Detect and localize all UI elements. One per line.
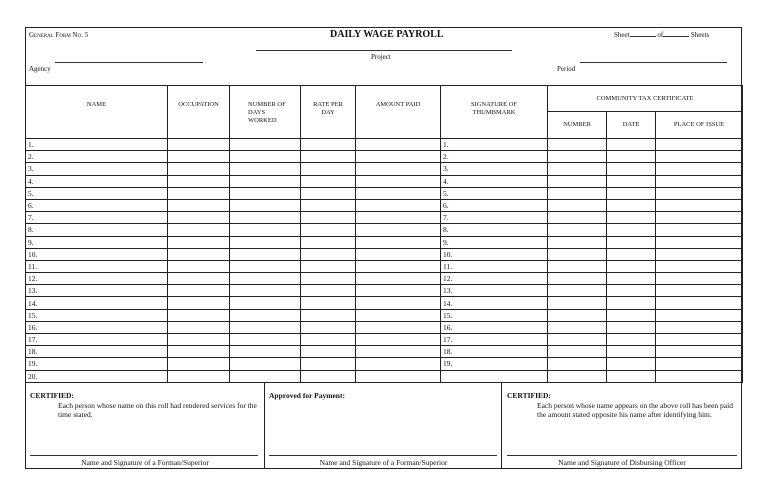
days-worked-cell[interactable]	[230, 212, 301, 224]
rate-cell[interactable]	[301, 199, 356, 211]
rate-cell[interactable]	[301, 297, 356, 309]
sheet-field[interactable]	[630, 36, 656, 37]
ctc-place-cell[interactable]	[656, 321, 743, 333]
amount-cell[interactable]	[356, 139, 441, 151]
rate-cell[interactable]	[301, 175, 356, 187]
table-row	[26, 334, 743, 346]
occupation-cell[interactable]	[168, 139, 230, 151]
signature-cell[interactable]: 9.	[441, 236, 548, 248]
ctc-number-cell[interactable]	[548, 224, 607, 236]
name-cell[interactable]: 4.	[26, 175, 168, 187]
sheet-label: Sheet	[614, 31, 630, 39]
ctc-date-cell[interactable]	[607, 199, 656, 211]
name-cell[interactable]: 12.	[26, 273, 168, 285]
name-cell[interactable]: 6.	[26, 199, 168, 211]
rate-cell[interactable]	[301, 236, 356, 248]
ctc-number-cell[interactable]	[548, 199, 607, 211]
occupation-cell[interactable]	[168, 236, 230, 248]
ctc-date-cell[interactable]	[607, 309, 656, 321]
amount-cell[interactable]	[356, 236, 441, 248]
amount-cell[interactable]	[356, 199, 441, 211]
certified-right-signature-line[interactable]	[507, 455, 737, 456]
ctc-number-cell[interactable]	[548, 321, 607, 333]
table-row	[26, 236, 743, 248]
days-worked-cell[interactable]	[230, 370, 301, 382]
col-rate: RATE PER DAY	[301, 86, 356, 139]
amount-cell[interactable]	[356, 187, 441, 199]
col-ctc-place: PLACE OF ISSUE	[656, 112, 743, 139]
amount-cell[interactable]	[356, 151, 441, 163]
days-worked-cell[interactable]	[230, 334, 301, 346]
ctc-date-cell[interactable]	[607, 187, 656, 199]
days-worked-cell[interactable]	[230, 163, 301, 175]
rate-cell[interactable]	[301, 334, 356, 346]
days-worked-cell[interactable]	[230, 199, 301, 211]
days-worked-cell[interactable]	[230, 260, 301, 272]
ctc-number-cell[interactable]	[548, 358, 607, 370]
table-row	[26, 187, 743, 199]
ctc-date-cell[interactable]	[607, 175, 656, 187]
occupation-cell[interactable]	[168, 297, 230, 309]
certified-left-text: Each person whose name on this roll had rendered services for the time stated.	[58, 401, 257, 419]
ctc-number-cell[interactable]	[548, 151, 607, 163]
days-worked-cell[interactable]	[230, 346, 301, 358]
ctc-place-cell[interactable]	[656, 163, 743, 175]
rate-cell[interactable]	[301, 309, 356, 321]
signature-cell[interactable]: 13.	[441, 285, 548, 297]
occupation-cell[interactable]	[168, 285, 230, 297]
ctc-place-cell[interactable]	[656, 248, 743, 260]
amount-cell[interactable]	[356, 309, 441, 321]
name-cell[interactable]: 10.	[26, 248, 168, 260]
amount-cell[interactable]	[356, 358, 441, 370]
amount-cell[interactable]	[356, 212, 441, 224]
table-row	[26, 175, 743, 187]
ctc-date-cell[interactable]	[607, 346, 656, 358]
period-field[interactable]	[580, 62, 727, 63]
ctc-place-cell[interactable]	[656, 370, 743, 382]
form-number: General Form No. 5	[29, 31, 89, 39]
occupation-cell[interactable]	[168, 321, 230, 333]
occupation-cell[interactable]	[168, 175, 230, 187]
name-cell[interactable]: 3.	[26, 163, 168, 175]
rate-cell[interactable]	[301, 285, 356, 297]
amount-cell[interactable]	[356, 297, 441, 309]
table-row	[26, 358, 743, 370]
project-field[interactable]	[256, 50, 512, 51]
table-row	[26, 273, 743, 285]
ctc-number-cell[interactable]	[548, 297, 607, 309]
name-cell[interactable]: 1.	[26, 139, 168, 151]
total-sheets-field[interactable]	[663, 36, 689, 37]
ctc-place-cell[interactable]	[656, 212, 743, 224]
occupation-cell[interactable]	[168, 358, 230, 370]
occupation-cell[interactable]	[168, 199, 230, 211]
certified-right-section	[502, 383, 742, 469]
ctc-date-cell[interactable]	[607, 260, 656, 272]
table-row	[26, 309, 743, 321]
signature-cell[interactable]: 2.	[441, 151, 548, 163]
col-amount: AMOUNT PAID	[356, 86, 441, 139]
sheet-counter	[614, 31, 709, 39]
ctc-date-cell[interactable]	[607, 285, 656, 297]
days-worked-cell[interactable]	[230, 187, 301, 199]
ctc-place-cell[interactable]	[656, 346, 743, 358]
signature-cell[interactable]: 10.	[441, 248, 548, 260]
signature-cell[interactable]: 8.	[441, 224, 548, 236]
ctc-place-cell[interactable]	[656, 273, 743, 285]
amount-cell[interactable]	[356, 285, 441, 297]
signature-cell[interactable]: 18.	[441, 346, 548, 358]
ctc-date-cell[interactable]	[607, 321, 656, 333]
payroll-table	[25, 85, 743, 383]
signature-cell[interactable]: 4.	[441, 175, 548, 187]
table-row	[26, 163, 743, 175]
occupation-cell[interactable]	[168, 163, 230, 175]
rate-cell[interactable]	[301, 273, 356, 285]
table-row	[26, 151, 743, 163]
table-row	[26, 224, 743, 236]
rate-cell[interactable]	[301, 212, 356, 224]
project-label: Project	[371, 53, 391, 61]
certified-left-signatory: Name and Signature of a Forman/Superior	[81, 458, 209, 467]
col-ctc-date: DATE	[607, 112, 656, 139]
rate-cell[interactable]	[301, 321, 356, 333]
signature-cell[interactable]: 17.	[441, 334, 548, 346]
name-cell[interactable]: 16.	[26, 321, 168, 333]
name-cell[interactable]: 8.	[26, 224, 168, 236]
rate-cell[interactable]	[301, 224, 356, 236]
days-worked-cell[interactable]	[230, 309, 301, 321]
name-cell[interactable]: 7.	[26, 212, 168, 224]
signature-cell[interactable]: 1.	[441, 139, 548, 151]
table-row	[26, 346, 743, 358]
ctc-number-cell[interactable]	[548, 309, 607, 321]
signature-cell[interactable]	[441, 370, 548, 382]
col-occupation: OCCUPATION	[168, 86, 230, 139]
ctc-place-cell[interactable]	[656, 139, 743, 151]
ctc-number-cell[interactable]	[548, 370, 607, 382]
occupation-cell[interactable]	[168, 370, 230, 382]
rate-cell[interactable]	[301, 151, 356, 163]
signature-cell[interactable]: 16.	[441, 321, 548, 333]
signature-cell[interactable]: 12.	[441, 273, 548, 285]
ctc-place-cell[interactable]	[656, 187, 743, 199]
certified-left-heading: CERTIFIED:	[30, 391, 74, 400]
name-cell[interactable]: 2.	[26, 151, 168, 163]
table-row	[26, 248, 743, 260]
table-row	[26, 285, 743, 297]
days-worked-cell[interactable]	[230, 273, 301, 285]
col-name: NAME	[26, 86, 168, 139]
certified-right-heading: CERTIFIED:	[507, 391, 551, 400]
occupation-cell[interactable]	[168, 346, 230, 358]
ctc-place-cell[interactable]	[656, 260, 743, 272]
ctc-number-cell[interactable]	[548, 285, 607, 297]
name-cell[interactable]: 9.	[26, 236, 168, 248]
sheets-label: Sheets	[690, 31, 710, 39]
table-row	[26, 139, 743, 151]
amount-cell[interactable]	[356, 370, 441, 382]
ctc-number-cell[interactable]	[548, 248, 607, 260]
certified-left-signature-line[interactable]	[30, 455, 258, 456]
agency-field[interactable]	[55, 62, 203, 63]
ctc-place-cell[interactable]	[656, 285, 743, 297]
ctc-place-cell[interactable]	[656, 151, 743, 163]
occupation-cell[interactable]	[168, 273, 230, 285]
col-signature: SIGNATURE OF THUMBMARK	[441, 86, 548, 139]
days-worked-cell[interactable]	[230, 297, 301, 309]
days-worked-cell[interactable]	[230, 236, 301, 248]
signature-cell[interactable]: 6.	[441, 199, 548, 211]
col-ctc: COMMUNITY TAX CERTIFICATE	[548, 86, 743, 112]
ctc-place-cell[interactable]	[656, 297, 743, 309]
days-worked-cell[interactable]	[230, 224, 301, 236]
rate-cell[interactable]	[301, 248, 356, 260]
ctc-date-cell[interactable]	[607, 273, 656, 285]
name-cell[interactable]: 5.	[26, 187, 168, 199]
approved-signatory: Name and Signature of a Forman/Superior	[319, 458, 448, 467]
occupation-cell[interactable]	[168, 334, 230, 346]
occupation-cell[interactable]	[168, 151, 230, 163]
days-worked-cell[interactable]	[230, 175, 301, 187]
name-cell[interactable]: 13.	[26, 285, 168, 297]
rate-cell[interactable]	[301, 260, 356, 272]
amount-cell[interactable]	[356, 346, 441, 358]
days-worked-cell[interactable]	[230, 151, 301, 163]
ctc-number-cell[interactable]	[548, 236, 607, 248]
ctc-date-cell[interactable]	[607, 248, 656, 260]
name-cell[interactable]: 17.	[26, 334, 168, 346]
amount-cell[interactable]	[356, 260, 441, 272]
rate-cell[interactable]	[301, 163, 356, 175]
ctc-place-cell[interactable]	[656, 334, 743, 346]
ctc-number-cell[interactable]	[548, 346, 607, 358]
approved-heading: Approved for Payment:	[269, 391, 345, 400]
occupation-cell[interactable]	[168, 248, 230, 260]
signature-cell[interactable]: 15.	[441, 309, 548, 321]
amount-cell[interactable]	[356, 334, 441, 346]
occupation-cell[interactable]	[168, 212, 230, 224]
days-worked-cell[interactable]	[230, 321, 301, 333]
amount-cell[interactable]	[356, 175, 441, 187]
ctc-place-cell[interactable]	[656, 358, 743, 370]
table-row	[26, 212, 743, 224]
name-cell[interactable]: 20.	[26, 370, 168, 382]
signature-cell[interactable]: 3.	[441, 163, 548, 175]
ctc-date-cell[interactable]	[607, 370, 656, 382]
agency-label: Agency	[29, 65, 51, 73]
ctc-place-cell[interactable]	[656, 175, 743, 187]
signature-cell[interactable]: 14.	[441, 297, 548, 309]
ctc-date-cell[interactable]	[607, 297, 656, 309]
ctc-date-cell[interactable]	[607, 212, 656, 224]
ctc-place-cell[interactable]	[656, 224, 743, 236]
rate-cell[interactable]	[301, 187, 356, 199]
table-row	[26, 260, 743, 272]
ctc-number-cell[interactable]	[548, 175, 607, 187]
approved-signature-line[interactable]	[269, 455, 497, 456]
table-row	[26, 199, 743, 211]
ctc-place-cell[interactable]	[656, 199, 743, 211]
amount-cell[interactable]	[356, 273, 441, 285]
approved-section	[265, 383, 502, 469]
ctc-date-cell[interactable]	[607, 163, 656, 175]
ctc-place-cell[interactable]	[656, 309, 743, 321]
table-row	[26, 370, 743, 382]
amount-cell[interactable]	[356, 163, 441, 175]
days-worked-cell[interactable]	[230, 285, 301, 297]
table-row	[26, 297, 743, 309]
ctc-number-cell[interactable]	[548, 260, 607, 272]
amount-cell[interactable]	[356, 321, 441, 333]
certified-left-section	[25, 383, 265, 469]
name-cell[interactable]: 15.	[26, 309, 168, 321]
ctc-number-cell[interactable]	[548, 139, 607, 151]
of-label: of	[657, 31, 664, 39]
ctc-date-cell[interactable]	[607, 151, 656, 163]
ctc-place-cell[interactable]	[656, 236, 743, 248]
amount-cell[interactable]	[356, 248, 441, 260]
ctc-number-cell[interactable]	[548, 273, 607, 285]
name-cell[interactable]: 18.	[26, 346, 168, 358]
signature-cell[interactable]: 19.	[441, 358, 548, 370]
occupation-cell[interactable]	[168, 309, 230, 321]
ctc-date-cell[interactable]	[607, 224, 656, 236]
signature-cell[interactable]: 7.	[441, 212, 548, 224]
table-row	[26, 321, 743, 333]
certified-right-signatory: Name and Signature of Disbursing Officer	[558, 458, 686, 467]
name-cell[interactable]: 14.	[26, 297, 168, 309]
certified-right-text: Each person whose name appears on the above roll has been paid the amount stated opposite his name after identifying him.	[537, 401, 733, 419]
days-worked-cell[interactable]	[230, 248, 301, 260]
rate-cell[interactable]	[301, 370, 356, 382]
name-cell[interactable]: 19.	[26, 358, 168, 370]
col-ctc-number: NUMBER	[548, 112, 607, 139]
rate-cell[interactable]	[301, 358, 356, 370]
ctc-number-cell[interactable]	[548, 187, 607, 199]
period-label: Period	[557, 65, 576, 73]
rate-cell[interactable]	[301, 346, 356, 358]
ctc-date-cell[interactable]	[607, 236, 656, 248]
col-days-worked: NUMBER OF DAYS WORKED	[230, 86, 301, 139]
signature-cell[interactable]: 5.	[441, 187, 548, 199]
amount-cell[interactable]	[356, 224, 441, 236]
name-cell[interactable]: 11.	[26, 260, 168, 272]
ctc-number-cell[interactable]	[548, 334, 607, 346]
ctc-date-cell[interactable]	[607, 139, 656, 151]
ctc-date-cell[interactable]	[607, 358, 656, 370]
days-worked-cell[interactable]	[230, 358, 301, 370]
rate-cell[interactable]	[301, 139, 356, 151]
ctc-number-cell[interactable]	[548, 212, 607, 224]
signature-cell[interactable]: 11.	[441, 260, 548, 272]
ctc-date-cell[interactable]	[607, 334, 656, 346]
ctc-number-cell[interactable]	[548, 163, 607, 175]
occupation-cell[interactable]	[168, 260, 230, 272]
form-title: DAILY WAGE PAYROLL	[330, 29, 444, 40]
occupation-cell[interactable]	[168, 187, 230, 199]
days-worked-cell[interactable]	[230, 139, 301, 151]
occupation-cell[interactable]	[168, 224, 230, 236]
